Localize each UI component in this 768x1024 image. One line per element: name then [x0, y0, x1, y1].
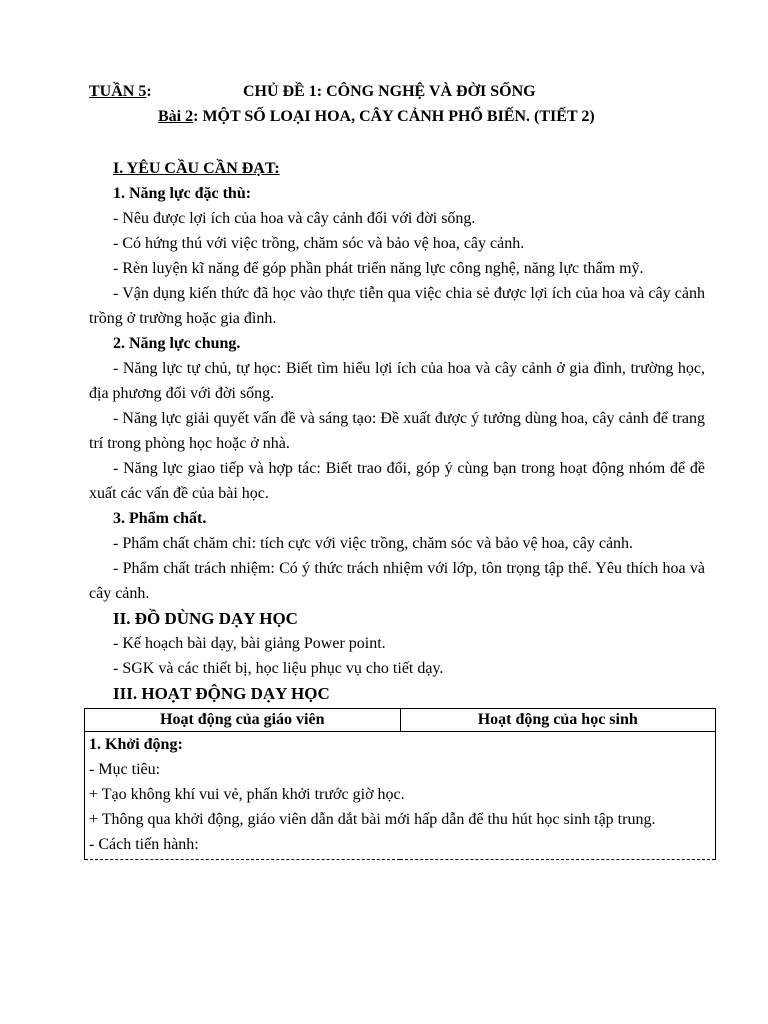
list-item: - Năng lực tự chủ, tự học: Biết tìm hiểu lợi ích của hoa và cây cảnh ở gia đình, trường học, địa phương đối với đời sống. [89, 360, 705, 402]
cell-text-line: + Thông qua khởi động, giáo viên dẫn dắt bài mới hấp dẫn để thu hút học sinh tập trung. [89, 811, 656, 828]
week-colon: : [146, 83, 152, 100]
list-item: - Năng lực giao tiếp và hợp tác: Biết trao đổi, góp ý cùng bạn trong hoạt động nhóm để đề xuất các vấn đề của bài học. [89, 460, 705, 502]
subsection-specific-competence: 1. Năng lực đặc thù: [113, 185, 252, 202]
cell-text-line: + Tạo không khí vui vẻ, phấn khởi trước giờ học. [89, 786, 405, 803]
table-cell-warmup [85, 732, 716, 860]
subsection-qualities: 3. Phẩm chất. [113, 510, 207, 527]
section-teaching-materials-title: II. ĐỒ DÙNG DẠY HỌC [113, 609, 298, 628]
topic-title: CHỦ ĐỀ 1: CÔNG NGHỆ VÀ ĐỜI SỐNG [243, 83, 536, 100]
table-row [85, 732, 716, 860]
list-item: - Rèn luyện kĩ năng để góp phần phát triển năng lực công nghệ, năng lực thẩm mỹ. [113, 260, 644, 277]
week-label: TUẦN 5 [89, 83, 147, 100]
lesson-label: Bài 2 [158, 108, 194, 125]
document-body [89, 156, 705, 706]
list-item: - Nêu được lợi ích của hoa và cây cảnh đối với đời sống. [113, 210, 476, 227]
warmup-heading: 1. Khởi động: [89, 736, 183, 753]
section-requirements-title: I. YÊU CẦU CẦN ĐẠT: [113, 160, 280, 177]
activities-table [84, 708, 716, 860]
section-teaching-activities-title: III. HOẠT ĐỘNG DẠY HỌC [113, 684, 330, 703]
header-week-line [89, 82, 152, 102]
list-item: - SGK và các thiết bị, học liệu phục vụ cho tiết dạy. [113, 660, 444, 677]
lesson-title-line [158, 107, 595, 127]
list-item: - Kế hoạch bài dạy, bài giảng Power point. [113, 635, 386, 652]
column-header-teacher: Hoạt động của giáo viên [85, 709, 401, 732]
list-item: - Năng lực giải quyết vấn đề và sáng tạo: Đề xuất được ý tưởng dùng hoa, cây cảnh để trang trí trong phòng học hoặc ở nhà. [89, 410, 705, 452]
subsection-general-competence: 2. Năng lực chung. [113, 335, 241, 352]
list-item: - Vận dụng kiến thức đã học vào thực tiễn qua việc chia sẻ được lợi ích của hoa và cây cảnh trồng ở trường hoặc gia đình. [89, 285, 705, 327]
lesson-title: : MỘT SỐ LOẠI HOA, CÂY CẢNH PHỔ BIẾN. (TIẾT 2) [193, 108, 595, 125]
cell-text-line: - Mục tiêu: [89, 761, 161, 778]
cell-text-line: - Cách tiến hành: [89, 836, 199, 853]
column-header-student: Hoạt động của học sinh [400, 709, 716, 732]
list-item: - Phẩm chất trách nhiệm: Có ý thức trách nhiệm với lớp, tôn trọng tập thể. Yêu thích hoa và cây cảnh. [89, 560, 705, 602]
list-item: - Phẩm chất chăm chỉ: tích cực với việc trồng, chăm sóc và bảo vệ hoa, cây cảnh. [113, 535, 634, 552]
list-item: - Có hứng thú với việc trồng, chăm sóc và bảo vệ hoa, cây cảnh. [113, 235, 525, 252]
